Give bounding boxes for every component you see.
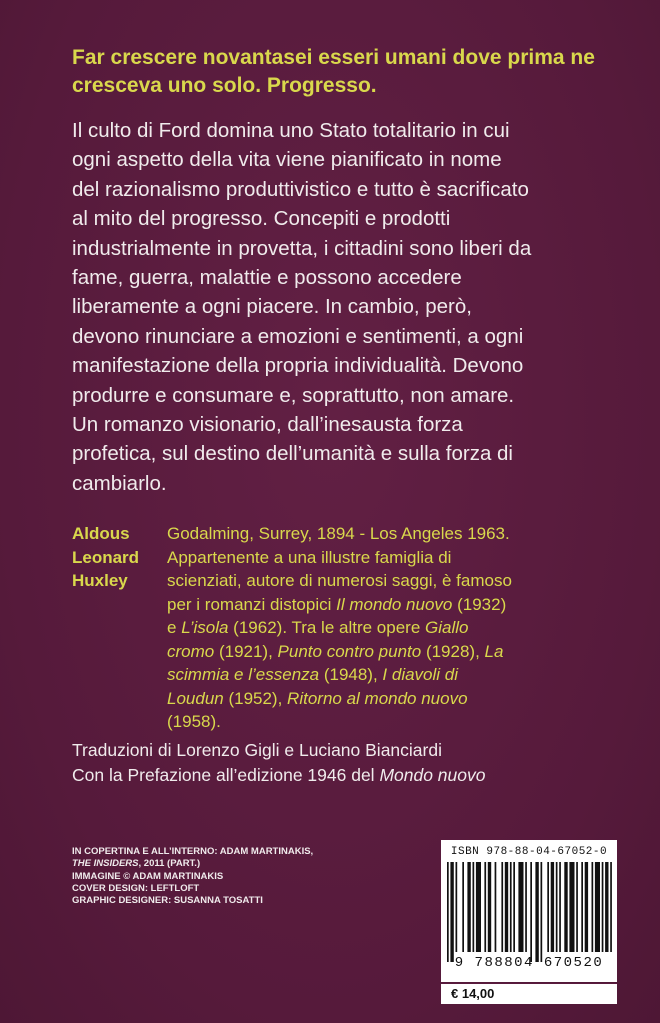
work-year: (1921),: [214, 641, 278, 661]
barcode-bar: [505, 862, 508, 952]
barcode-bar: [564, 862, 567, 952]
work-title: Punto contro punto: [277, 641, 422, 661]
work-year: (1928),: [421, 641, 485, 661]
barcode-bar: [541, 862, 543, 962]
synopsis: Il culto di Ford domina uno Stato totalitario in cui ogni aspetto della vita viene pianificato in nome del razionalismo produttivistico e tutto è sacrificato al mito del progresso. Concepiti e prodotti industrialmente in provetta, i cittadini sono liberi da fame, guerra, malattie e possono accedere liberamente a ogni piacere. In cambio, però, devono rinunciare a emozioni e sentimenti, a ogni manifestazione della propria individualità. Devono produrre e consumare e, soprattutto, non amare. Un romanzo visionario, dall’inesausta forza profetica, sul destino dell’umanità e sulla forza di cambiarlo.: [72, 119, 532, 495]
barcode-bar: [595, 862, 600, 952]
barcode-bar: [510, 862, 512, 952]
barcode-bar: [462, 862, 464, 952]
cover-credits: [72, 846, 352, 907]
credit-text: , 2011 (PART.): [138, 858, 201, 870]
barcode-bar: [610, 862, 612, 952]
credit-line: [72, 858, 352, 870]
barcode-bar: [476, 862, 481, 952]
barcode-bar: [556, 862, 558, 952]
preface-text: Con la Prefazione all’edizione 1946 del: [72, 765, 380, 785]
work-title: La scimmia e l’essenza: [167, 641, 504, 684]
barcode-icon: [445, 862, 613, 970]
translators-line: Traduzioni di Lorenzo Gigli e Luciano Bianciardi: [72, 740, 442, 760]
barcode-bar: [450, 862, 453, 962]
price: € 14,00: [451, 986, 495, 1001]
work-year: (1962). Tra le altre opere: [228, 618, 425, 637]
work-title: Il mondo nuovo: [336, 594, 453, 614]
barcode-bar: [501, 862, 503, 952]
work-title: Giallo cromo: [167, 618, 469, 661]
preface-title: Mondo nuovo: [379, 765, 486, 785]
translators-note: [72, 738, 542, 788]
author-bio-text: Godalming, Surrey, 1894 - Los Angeles 1963. Appartenente a una illustre famiglia di scienziati, autore di numerosi saggi, è famoso per i romanzi distopici: [167, 524, 512, 614]
barcode-bar: [456, 862, 458, 952]
barcode-bar: [535, 862, 538, 962]
barcode-bar: [605, 862, 608, 952]
credit-line: IN COPERTINA E ALL’INTERNO: ADAM MARTINAKIS,: [72, 846, 314, 857]
barcode-bar: [602, 862, 604, 952]
barcode-bar: [495, 862, 497, 952]
work-title: L’isola: [181, 618, 229, 637]
tagline: Far crescere novantasei esseri umani dove prima ne cresceva uno solo. Progresso.: [72, 46, 595, 97]
work-year: (1948),: [319, 665, 383, 684]
barcode-bar: [473, 862, 475, 952]
barcode-bar: [551, 862, 554, 952]
author-last-name: Huxley: [72, 571, 128, 590]
author-bio: [167, 522, 517, 734]
price-box: [441, 983, 617, 1004]
barcode-digits: 9 788804 670520: [454, 955, 604, 971]
barcode-bar: [484, 862, 486, 952]
barcode-bar: [559, 862, 561, 952]
isbn-label: ISBN 978-88-04-67052-0: [450, 846, 608, 858]
barcode-bar: [585, 862, 588, 952]
barcode-bar: [518, 862, 523, 952]
work-year: (1958).: [167, 712, 221, 731]
barcode-bar: [488, 862, 491, 952]
barcode-bar: [592, 862, 594, 952]
barcode-bar: [513, 862, 515, 952]
author-name: [72, 522, 152, 593]
preface-line: [72, 763, 542, 788]
barcode-bar: [569, 862, 574, 952]
barcode-bar: [547, 862, 549, 952]
work-title: Ritorno al mondo nuovo: [287, 688, 468, 708]
author-middle-name: Leonard: [72, 547, 140, 567]
credit-line: IMMAGINE © ADAM MARTINAKIS: [72, 870, 224, 882]
credit-line: COVER DESIGN: LEFTLOFT: [72, 882, 200, 894]
barcode-box: [441, 840, 617, 982]
barcode-bar: [576, 862, 578, 952]
credit-line: GRAPHIC DESIGNER: SUSANNA TOSATTI: [72, 895, 263, 907]
barcode-bar: [581, 862, 583, 952]
work-year: (1952),: [223, 688, 288, 708]
barcode-bar: [530, 862, 532, 962]
work-year: (1932) e: [167, 594, 507, 637]
barcode-bar: [467, 862, 470, 952]
author-first-name: Aldous: [72, 524, 130, 543]
work-title: I diavoli di Loudun: [167, 665, 459, 708]
barcode-bar: [525, 862, 527, 952]
credit-title: THE INSIDERS: [72, 858, 139, 870]
barcode-bar: [447, 862, 449, 962]
